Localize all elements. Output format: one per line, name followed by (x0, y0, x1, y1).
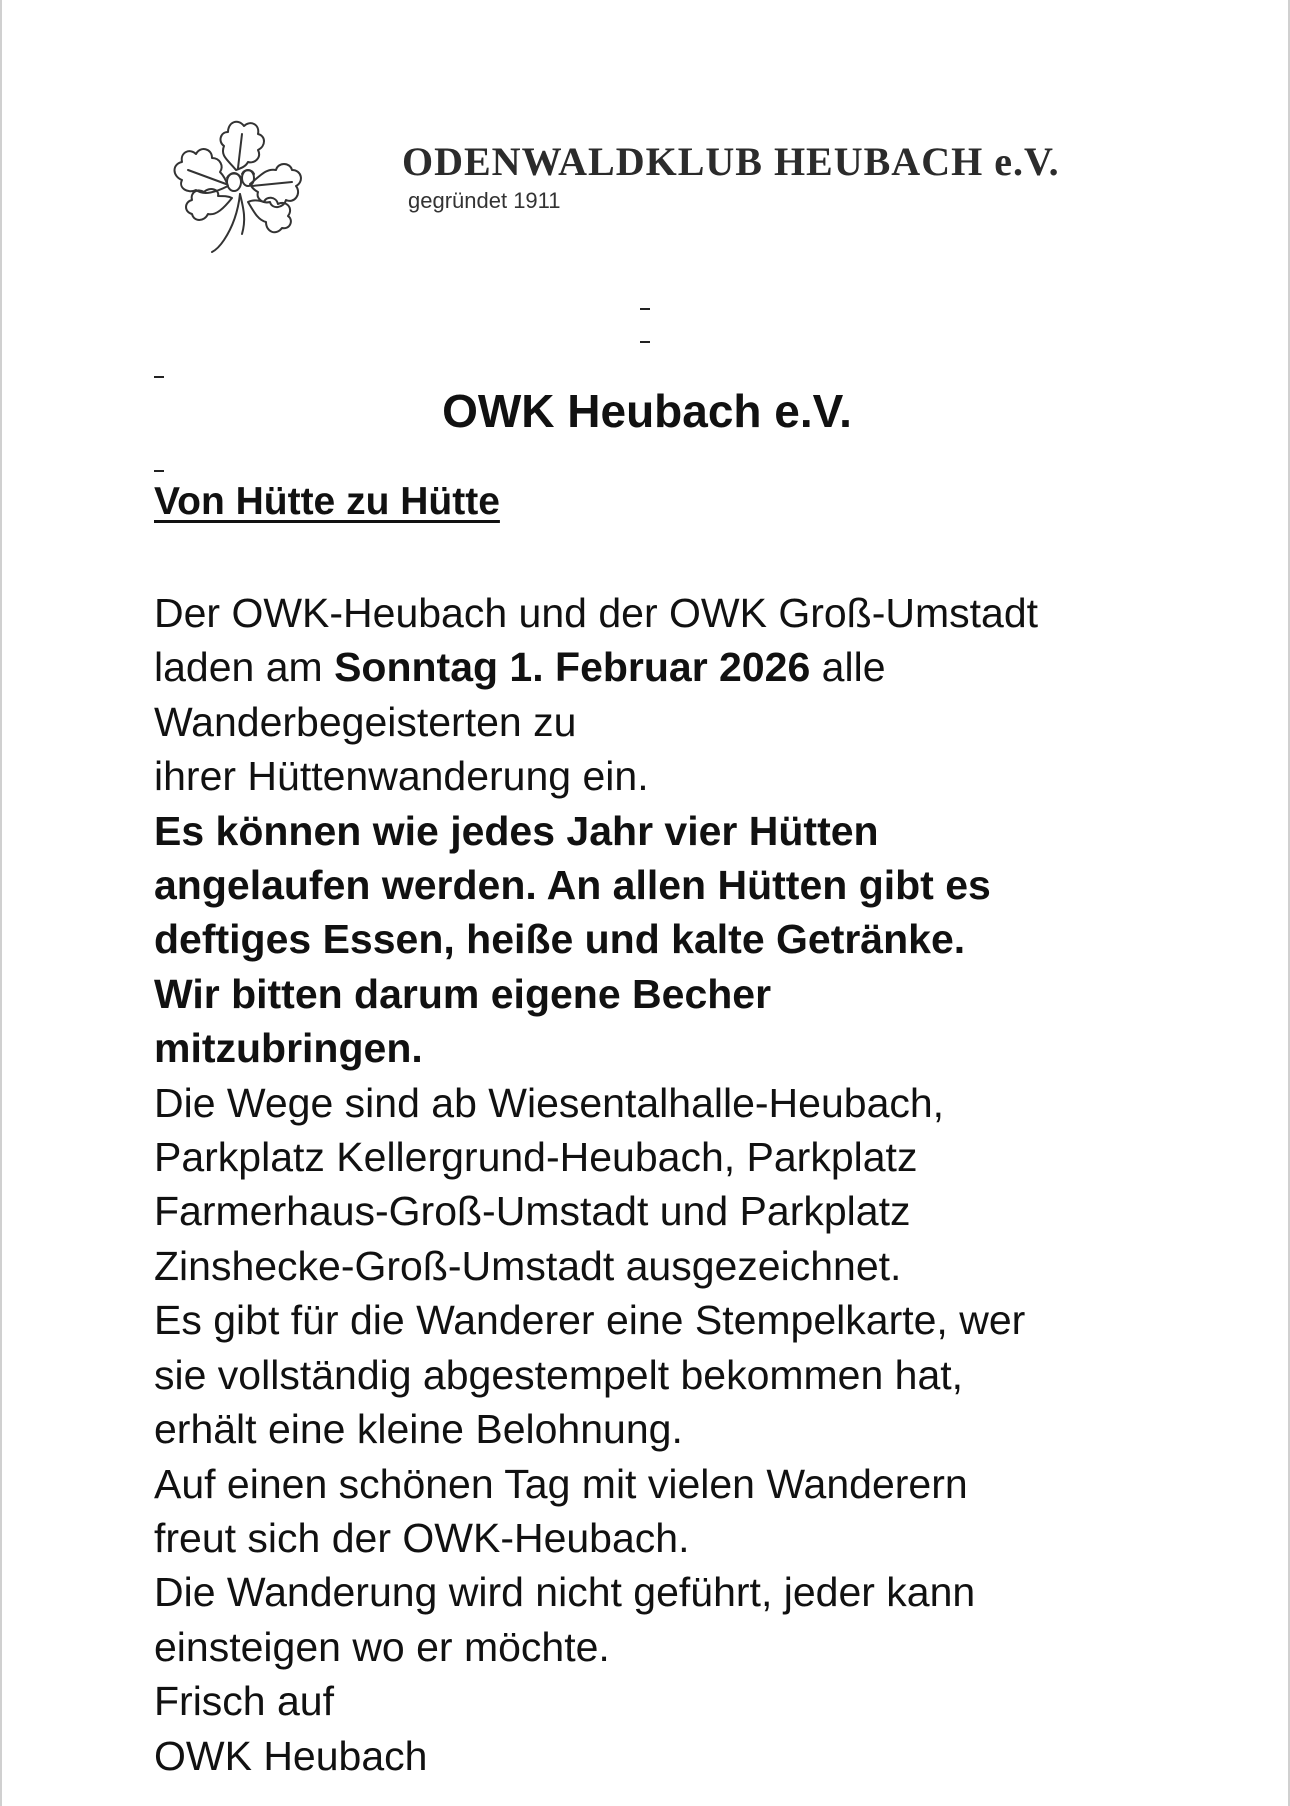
body-line: Wanderbegeisterten zu (154, 698, 577, 745)
body-line: erhält eine kleine Belohnung. (154, 1406, 683, 1453)
body-text-fragment: laden am (154, 644, 335, 691)
body-line: Farmerhaus-Groß-Umstadt und Parkplatz (154, 1188, 911, 1235)
stray-mark (640, 308, 650, 310)
announcement-body (154, 586, 1264, 1783)
announcement-heading: Von Hütte zu Hütte (154, 480, 500, 523)
body-line: Auf einen schönen Tag mit vielen Wanderern (154, 1460, 968, 1507)
body-line-bold: angelaufen werden. An allen Hütten gibt es (154, 862, 991, 909)
stray-mark (154, 376, 164, 378)
stray-mark (154, 470, 164, 472)
body-line-bold: Es können wie jedes Jahr vier Hütten (154, 807, 879, 854)
body-line: einsteigen wo er möchte. (154, 1623, 610, 1670)
body-line-bold: Wir bitten darum eigene Becher (154, 970, 772, 1017)
body-line: ihrer Hüttenwanderung ein. (154, 753, 649, 800)
body-line: Die Wege sind ab Wiesentalhalle-Heubach, (154, 1079, 945, 1126)
stray-mark (640, 341, 650, 343)
club-name: ODENWALDKLUB HEUBACH e.V. (402, 139, 1060, 184)
body-line-bold: mitzubringen. (154, 1025, 423, 1072)
body-line: Der OWK-Heubach und der OWK Groß-Umstadt (154, 590, 1039, 636)
body-line: Es gibt für die Wanderer eine Stempelkarte, wer (154, 1297, 1026, 1344)
body-line: sie vollständig abgestempelt bekommen hat, (154, 1351, 964, 1398)
body-line: Parkplatz Kellergrund-Heubach, Parkplatz (154, 1134, 918, 1181)
body-line-bold: deftiges Essen, heiße und kalte Getränke. (154, 916, 966, 963)
body-text-fragment: alle (810, 644, 886, 691)
body-line: Die Wanderung wird nicht geführt, jeder kann (154, 1569, 976, 1616)
oak-leaves-acorn-icon (158, 112, 318, 272)
founded-year: gegründet 1911 (408, 188, 561, 213)
body-line: freut sich der OWK-Heubach. (154, 1514, 690, 1561)
signoff-line: Frisch auf (154, 1678, 334, 1725)
body-line-date (154, 640, 1264, 694)
event-date: Sonntag 1. Februar 2026 (334, 644, 811, 691)
page-title: OWK Heubach e.V. (442, 385, 852, 437)
body-line: Zinshecke-Groß-Umstadt ausgezeichnet. (154, 1242, 902, 1289)
signature-line: OWK Heubach (154, 1732, 428, 1779)
